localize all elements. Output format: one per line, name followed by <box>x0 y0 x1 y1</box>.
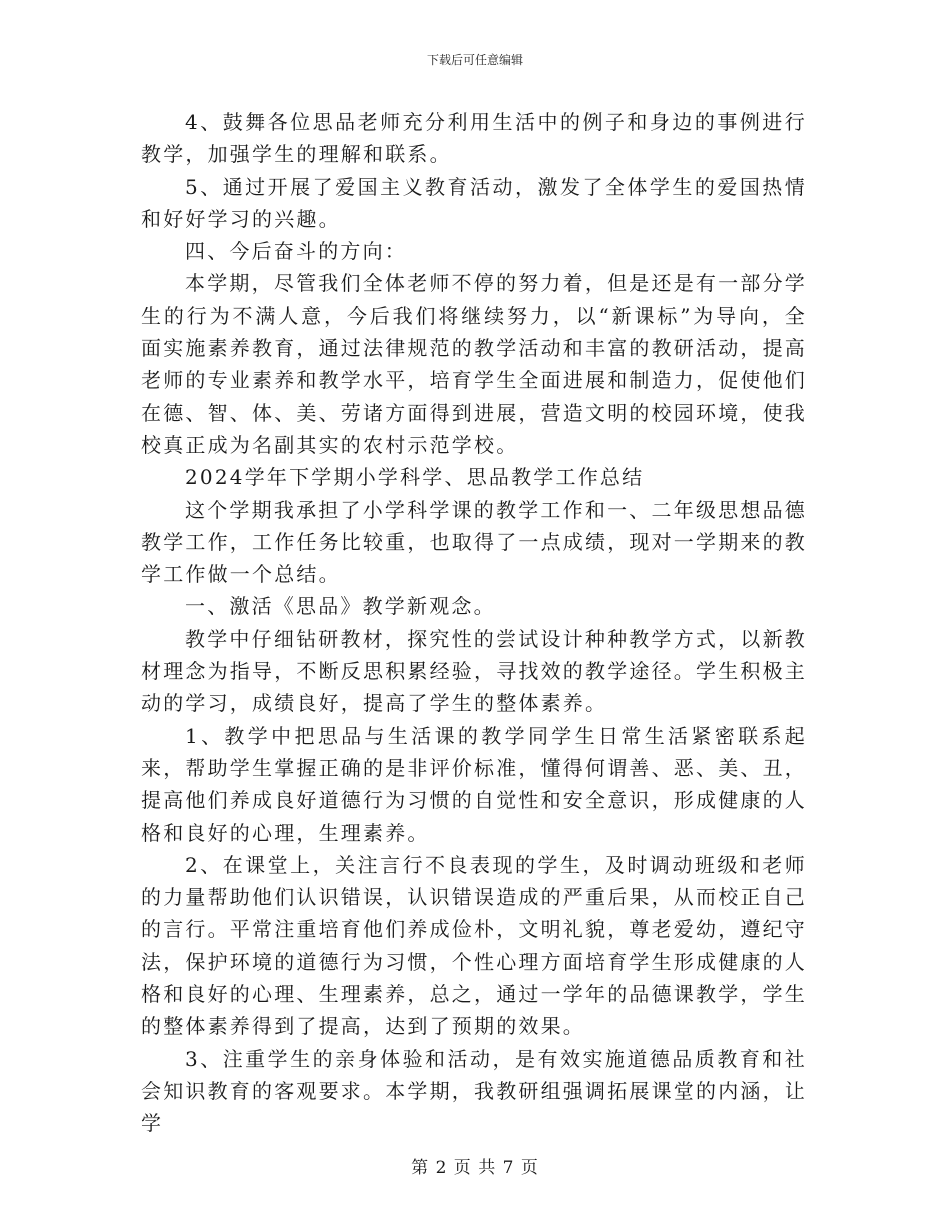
footer-prefix: 第 <box>411 1158 430 1178</box>
current-page-number: 2 <box>435 1158 448 1178</box>
document-body <box>141 106 807 1140</box>
paragraph-teaching-method: 教学中仔细钻研教材，探究性的尝试设计种种教学方式，以新教材理念为指导，不断反思积累经验，寻找效的教学途径。学生积极主动的学习，成绩良好，提高了学生的整体素养。 <box>141 626 807 716</box>
paragraph-future-plan: 本学期，尽管我们全体老师不停的努力着，但是还是有一部分学生的行为不满人意，今后我们将继续努力，以“新课标”为导向，全面实施素养教育，通过法律规范的教学活动和丰富的教研活动，提高老师的专业素养和教学水平，培育学生全面进展和制造力，促使他们在德、智、体、美、劳诸方面得到进展，营造文明的校园环境，使我校真正成为名副其实的农村示范学校。 <box>141 271 807 457</box>
paragraph-intro: 这个学期我承担了小学科学课的教学工作和一、二年级思想品德教学工作，工作任务比较重，也取得了一点成绩，现对一学期来的教学工作做一个总结。 <box>141 497 807 587</box>
paragraph-point-3: 3、注重学生的亲身体验和活动，是有效实施道德品质教育和社会知识教育的客观要求。本学期，我教研组强调拓展课堂的内涵，让学 <box>141 1046 807 1136</box>
paragraph-point-1: 1、教学中把思品与生活课的教学同学生日常生活紧密联系起来，帮助学生掌握正确的是非评价标准，懂得何谓善、恶、美、丑，提高他们养成良好道德行为习惯的自觉性和安全意识，形成健康的人格和良好的心理，生理素养。 <box>141 723 807 845</box>
document-title: 2024学年下学期小学科学、思品教学工作总结 <box>185 465 645 490</box>
section-heading-activate-concept: 一、激活《思品》教学新观念。 <box>185 594 496 619</box>
paragraph-item-5: 5、通过开展了爱国主义教育活动，激发了全体学生的爱国热情和好好学习的兴趣。 <box>141 174 807 231</box>
paragraph-item-4: 4、鼓舞各位思品老师充分利用生活中的例子和身边的事例进行教学，加强学生的理解和联系。 <box>141 110 807 167</box>
page-footer <box>0 1157 950 1179</box>
section-heading-future-direction: 四、今后奋斗的方向： <box>185 239 407 264</box>
paragraph-point-2: 2、在课堂上，关注言行不良表现的学生，及时调动班级和老师的力量帮助他们认识错误，认识错误造成的严重后果，从而校正自己的言行。平常注重培育他们养成俭朴，文明礼貌，尊老爱幼，遵纪守法，保护环境的道德行为习惯，个性心理方面培育学生形成健康的人格和良好的心理、生理素养，总之，通过一学年的品德课教学，学生的整体素养得到了提高，达到了预期的效果。 <box>141 852 807 1039</box>
page-header: 下载后可任意编辑 <box>426 53 523 67</box>
footer-suffix: 页 <box>520 1158 539 1178</box>
footer-middle: 页 共 <box>453 1158 497 1178</box>
total-page-count: 7 <box>502 1158 515 1178</box>
